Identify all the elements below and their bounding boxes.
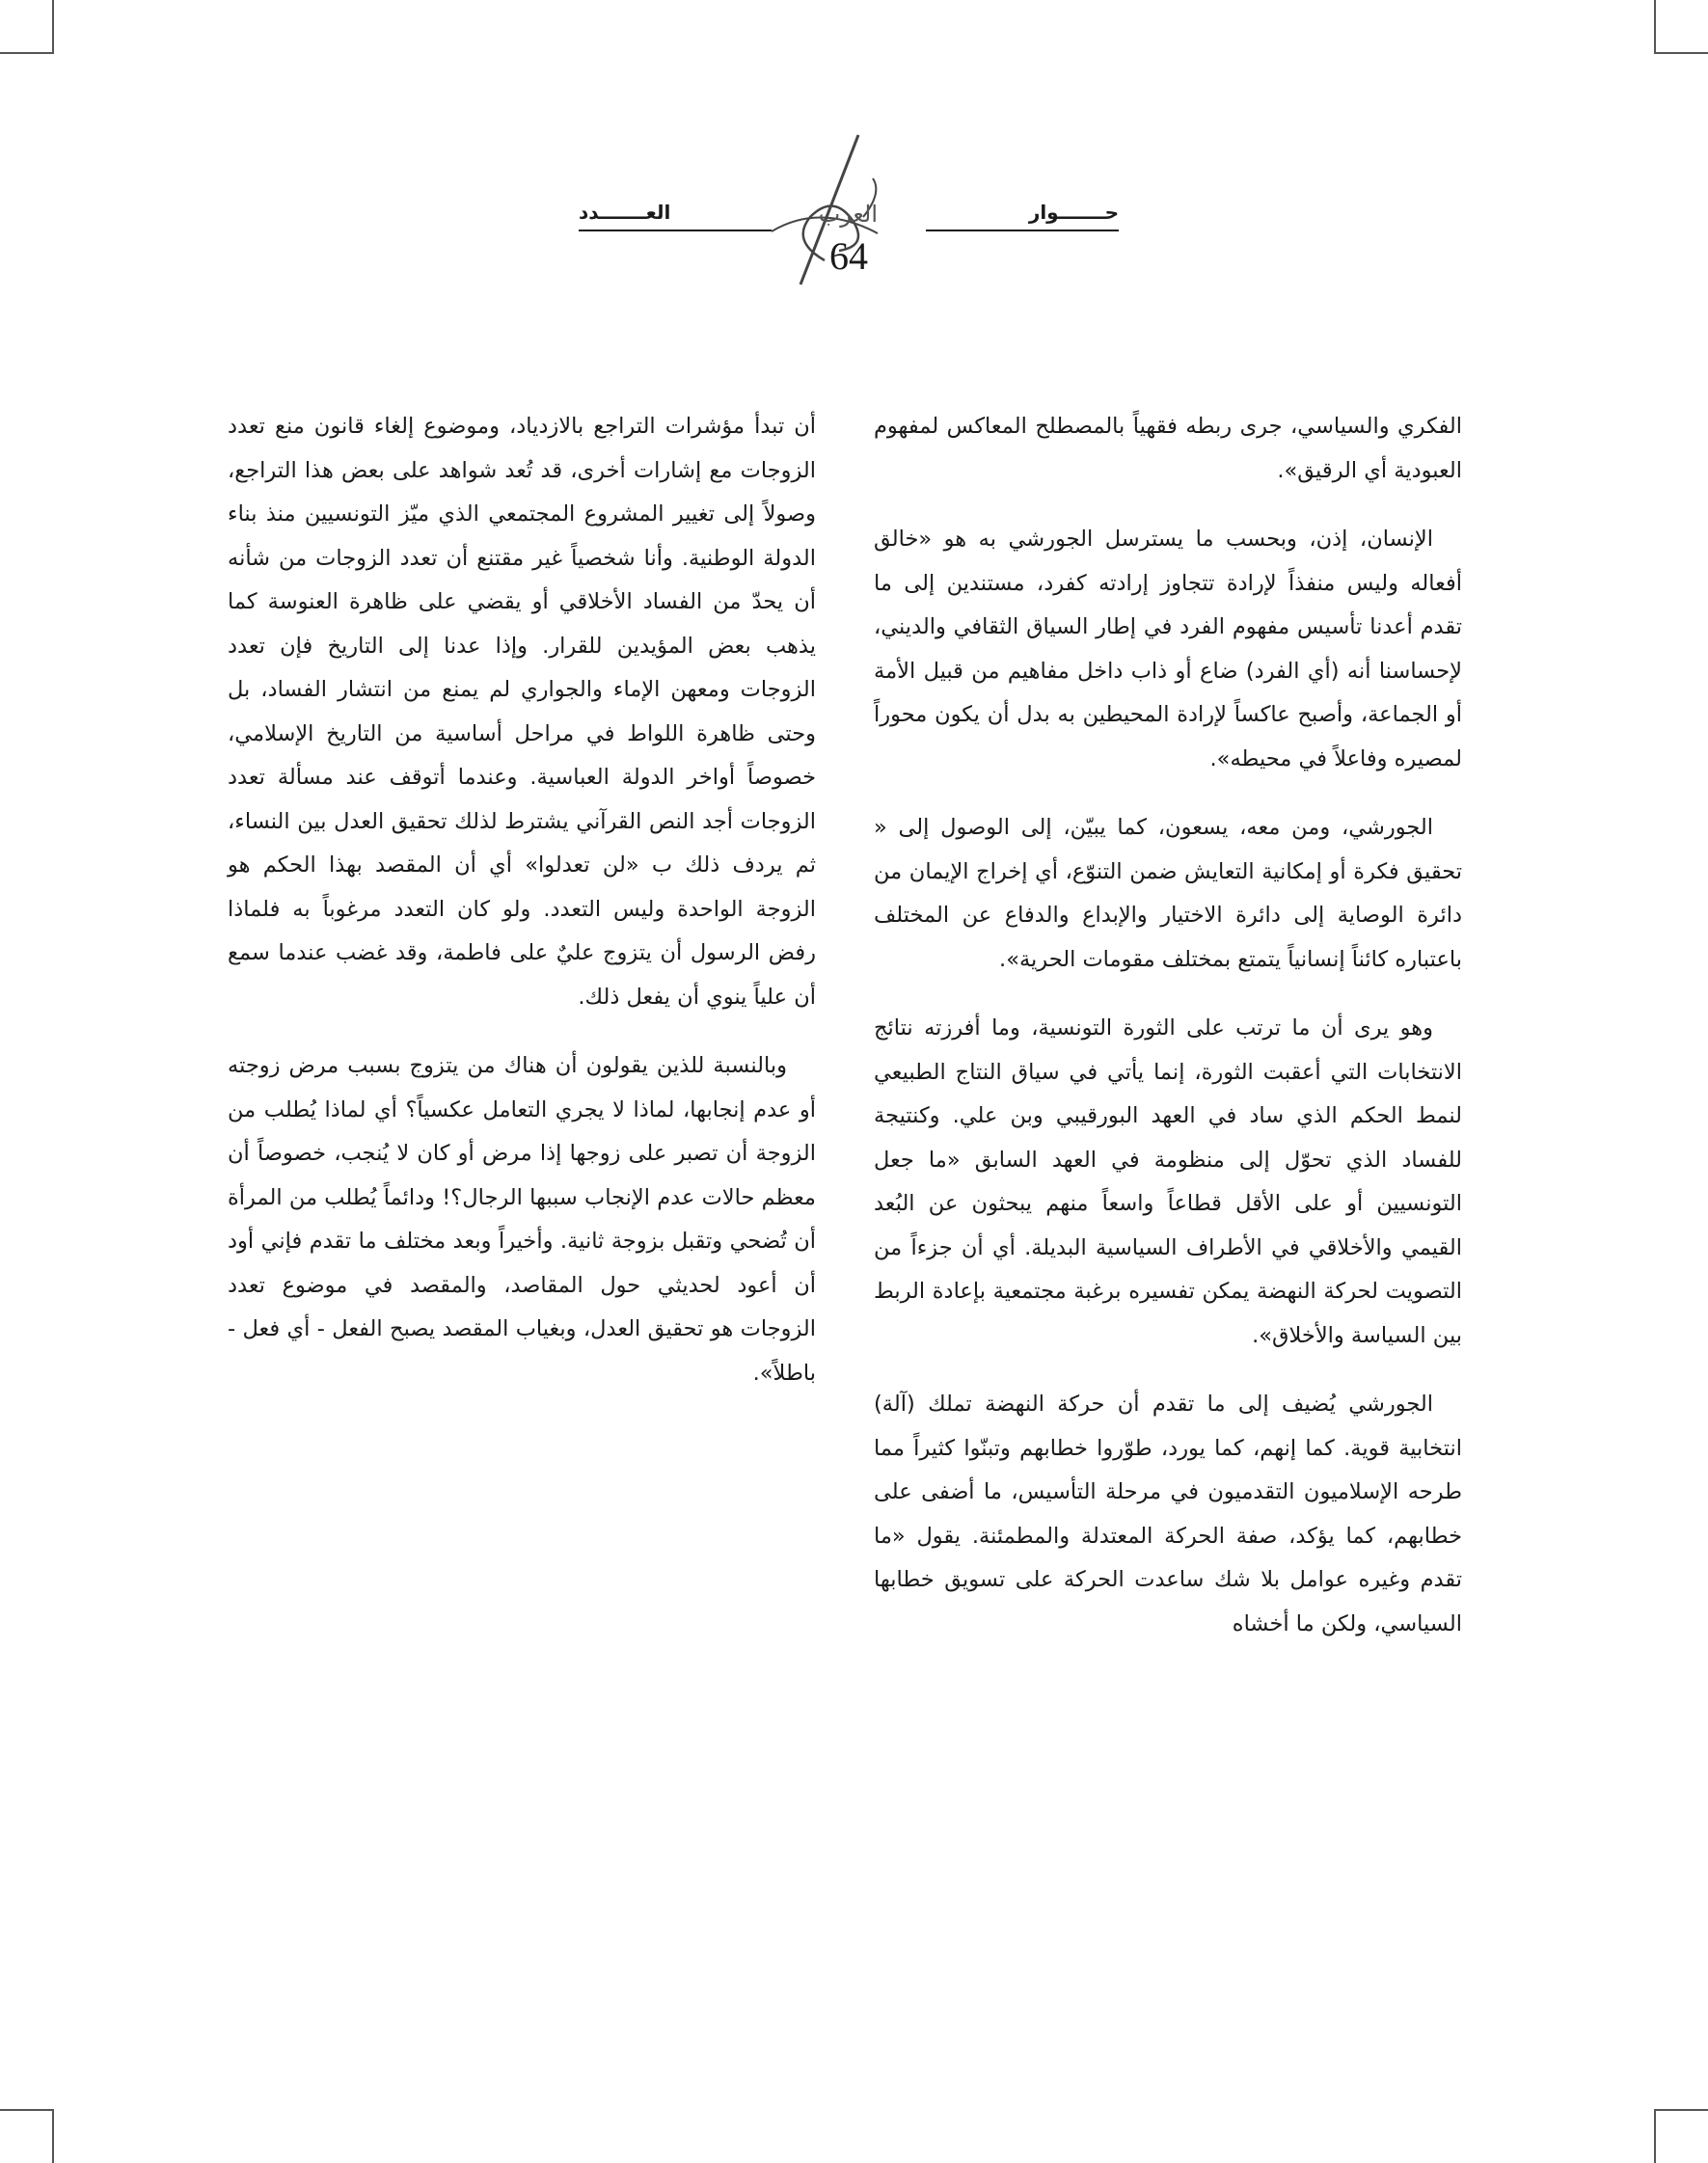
text-column-right [874,405,1462,1671]
magazine-name: حـــــــوار [1028,201,1119,224]
crop-mark [1654,2109,1656,2163]
crop-mark [52,2109,54,2163]
paragraph: الجورشي يُضيف إلى ما تقدم أن حركة النهضة تملك (آلة) انتخابية قوية. كما إنهم، كما يورد، طوّروا خطابهم وتبنّوا كثيراً مما طرحه الإسلاميون التقدميون في مرحلة التأسيس، ما أضفى على خطابهم، كما يؤكد، صفة الحركة المعتدلة والمطمئنة. يقول «ما تقدم وغيره عوامل بلا شك ساعدت الحركة على تسويق خطابها السياسي، ولكن ما أخشاه [874,1392,1462,1636]
crop-mark [1654,0,1656,54]
crop-mark [52,0,54,54]
issue-label: العـــــــدد [579,201,671,224]
svg-text:العرب: العرب [818,201,878,228]
header-rule [926,230,1119,231]
paragraph: الجورشي، ومن معه، يسعون، كما يبيّن، إلى الوصول إلى « تحقيق فكرة أو إمكانية التعايش ضمن التنوّع، أي إخراج الإيمان من دائرة الوصاية إلى دائرة الاختيار والإبداع والدفاع عن المختلف باعتباره كائناً إنسانياً يتمتع بمختلف مقومات الحرية». [874,815,1462,972]
paragraph: أن تبدأ مؤشرات التراجع بالازدياد، وموضوع إلغاء قانون منع تعدد الزوجات مع إشارات أخرى، قد تُعد شواهد على بعض هذا التراجع، وصولاً إلى تغيير المشروع المجتمعي الذي ميّز التونسيين منذ بناء الدولة الوطنية. وأنا شخصياً غير مقتنع أن تعدد الزوجات من شأنه أن يحدّ من الفساد الأخلاقي أو يقضي على ظاهرة العنوسة كما يذهب بعض المؤيدين للقرار. وإذا عدنا إلى التاريخ فإن تعدد الزوجات ومعهن الإماء والجواري لم يمنع من انتشار الفساد، بل وحتى ظاهرة اللواط في مراحل أساسية من التاريخ الإسلامي، خصوصاً أواخر الدولة العباسية. وعندما أتوقف عند مسألة تعدد الزوجات أجد النص القرآني يشترط لذلك تحقيق العدل بين النساء، ثم يردف ذلك ب «لن تعدلوا» أي أن المقصد بهذا الحكم هو الزوجة الواحدة وليس التعدد. ولو كان التعدد مرغوباً به فلماذا رفض الرسول أن يتزوج عليٌ على فاطمة، وقد غضب عندما سمع أن علياً ينوي أن يفعل ذلك. [228,414,816,1010]
paragraph: وهو يرى أن ما ترتب على الثورة التونسية، وما أفرزته نتائج الانتخابات التي أعقبت الثورة، إنما يأتي في سياق النتاج الطبيعي لنمط الحكم الذي ساد في العهد البورقيبي وبن علي. وكنتيجة للفساد الذي تحوّل إلى منظومة في العهد السابق «ما جعل التونسيين أو على الأقل قطاعاً واسعاً منهم يبحثون عن البُعد القيمي والأخلاقي في الأطراف السياسية البديلة. أي أن جزءاً من التصويت لحركة النهضة يمكن تفسيره برغبة مجتمعية بإعادة الربط بين السياسة والأخلاق». [874,1015,1462,1348]
crop-mark [1654,52,1708,54]
crop-mark [1654,2109,1708,2111]
crop-mark [0,52,54,54]
crop-mark [0,2109,54,2111]
paragraph: الفكري والسياسي، جرى ربطه فقهياً بالمصطلح المعاكس لمفهوم العبودية أي الرقيق». [874,414,1462,483]
text-column-left [228,405,816,1420]
running-header [579,125,1119,299]
paragraph: الإنسان، إذن، وبحسب ما يسترسل الجورشي به هو «خالق أفعاله وليس منفذاً لإرادة تتجاوز إرادته كفرد، مستندين إلى ما تقدم أعدنا تأسيس مفهوم الفرد في إطار السياق الثقافي والديني، لإحساسنا أنه (أي الفرد) ضاع أو ذاب داخل مفاهيم من قبيل الأمة أو الجماعة، وأصبح عاكساً لإرادة المحيطين به بدل أن يكون محوراً لمصيره وفاعلاً في محيطه». [874,527,1462,771]
page-number: 64 [829,234,868,278]
paragraph: وبالنسبة للذين يقولون أن هناك من يتزوج بسبب مرض زوجته أو عدم إنجابها، لماذا لا يجري التعامل عكسياً؟ أي لماذا يُطلب من الزوجة أن تصبر على زوجها إذا مرض أو كان لا يُنجب، خصوصاً أن معظم حالات عدم الإنجاب سببها الرجال؟! ودائماً يُطلب من المرأة أن تُضحي وتقبل بزوجة ثانية. وأخيراً وبعد مختلف ما تقدم فإني أود أن أعود لحديثي حول المقاصد، والمقصد في موضوع تعدد الزوجات هو تحقيق العدل، وبغياب المقصد يصبح الفعل - أي فعل - باطلاً». [228,1053,816,1386]
